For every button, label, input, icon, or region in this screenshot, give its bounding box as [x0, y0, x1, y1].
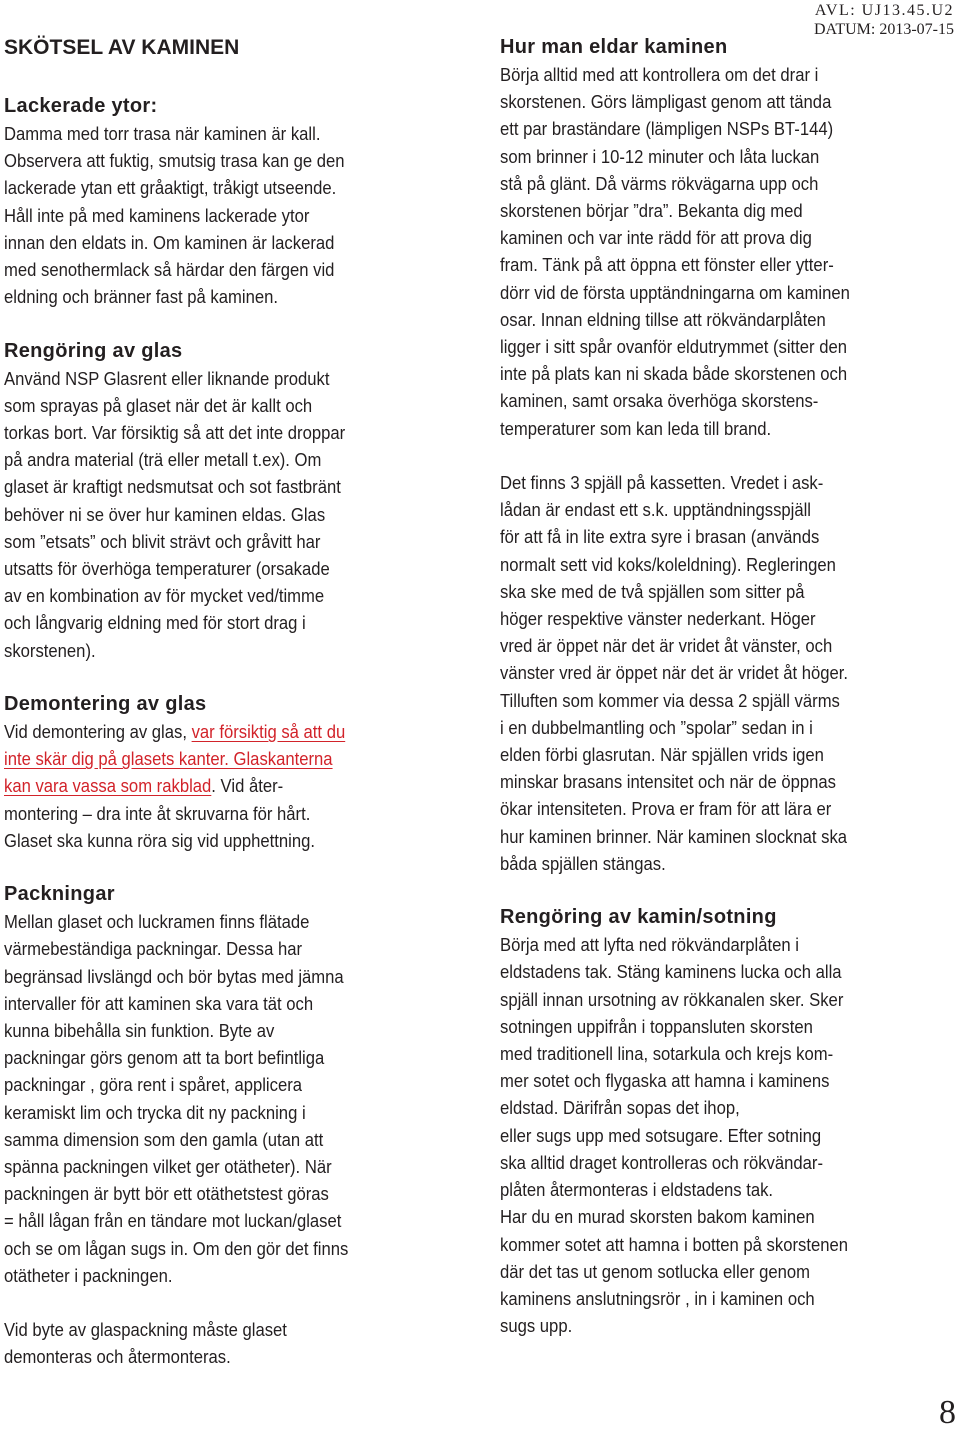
section-body: Mellan glaset och luckramen finns flätade värmebeständiga packningar. Dessa har begränsad livslängd och bör bytas med jämna intervaller för att kaminen ska vara tät och kunna bibehålla sin funktion. Byte av packningar görs genom att ta bort befintliga packningar , göra rent i spåret, applicera keramiskt lim och trycka dit ny packning i samma dimension som den gamla (utan att spänna packningen vilket ger otätheter). När packningen är bytt bör ett otäthetstest göras = håll lågan från en tändare mot luckan/glaset och se om lågan sugs in. Om den gör det finns otätheter i packningen.	[4, 911, 349, 1286]
body-rest: . Vid åter- montering – dra inte åt skruvarna för hårt. Glaset ska kunna röra sig vid upphettning.	[4, 775, 315, 851]
section-body: Använd NSP Glasrent eller liknande produkt som sprayas på glaset när det är kallt och torkas bort. Var försiktig så att det inte droppar på andra material (trä eller metall t.ex). Om glaset är kraftigt nedsmutsat och sot fastbränt behöver ni se över hur kaminen eldas. Glas som ”etsats” och blivit strävt och gråvitt har utsatts för överhöga temperaturer (orsakade av en kombination av för mycket ved/timme och långvarig eldning med för stort drag i skorstenen).	[4, 367, 346, 661]
safety-warning: var försiktig så att du inte skär dig på glasets kanter. Glaskanterna kan vara vassa som rakblad	[4, 721, 346, 797]
avl-code: AVL: UJ13.45.U2	[814, 2, 954, 19]
section-body: Börja med att lyfta ned rökvändarplåten i eldstadens tak. Stäng kaminens lucka och alla spjäll innan ursotning av rökkanalen sker. Sker sotningen uppifrån i toppansluten skorsten med traditionell lina, sotarkula och krejs kom- mer sotet och flygaska att hamna i kaminens eldstad. Därifrån sopas det ihop, eller sugs upp med sotsugare. Efter sotning ska alltid draget kontrolleras och rökvändar- plåten återmonteras i eldstadens tak. Har du en murad skorsten bakom kaminen kommer sotet att hamna i botten på skorstenen där det tas ut genom sotlucka eller genom kaminens anslutningsrör , in i kaminen och sugs upp.	[500, 934, 848, 1337]
section-hur-man-eldar	[500, 34, 955, 877]
page-title: SKÖTSEL AV KAMINEN	[4, 36, 240, 59]
section-heading: Demontering av glas	[4, 693, 207, 716]
section-heading: Packningar	[4, 883, 115, 906]
page-number: 8	[939, 1394, 956, 1431]
section-demontering-av-glas	[4, 691, 474, 854]
section-body-spjall: Det finns 3 spjäll på kassetten. Vredet i ask- lådan är endast ett s.k. upptändningsspjäll för att få in lite extra syre i brasan (används normalt sett vid koks/koleldning). Regleringen ska ske med de två spjällen som sitter på höger respektive vänster nederkant. Höger vred är öppet när det är vridet åt vänster, och vänster vred är öppet när det är vridet åt höger. Tilluften som kommer via dessa 2 spjäll värms i en dubbelmantling och ”spolar” sedan in i elden förbi glasrutan. När spjällen vrids igen minskar brasans intensitet och när de öppnas ökar intensiteten. Prova er fram för att lära er hur kaminen brinner. När kaminen slocknat ska båda spjällen stängas.	[500, 472, 849, 874]
section-body: Börja alltid med att kontrollera om det drar i skorstenen. Görs lämpligast genom att tända ett par braständare (lämpligen NSPs BT-144) som brinner i 10-12 minuter och låta luckan stå på glänt. Då värms rökvägarna upp och skorstenen börjar ”dra”. Bekanta dig med kaminen och var inte rädd för att prova dig fram. Tänk på att öppna ett fönster eller ytter- dörr vid de första upptändningarna om kaminen osar. Innan eldning tillse att rökvändarplåten ligger i sitt spår ovanför eldutrymmet (sitter den inte på plats kan ni skada både skorstenen och kaminen, samt orsaka överhöga skorstens- temperaturer som kan leda till brand.	[500, 64, 850, 439]
section-heading: Rengöring av kamin/sotning	[500, 906, 777, 929]
section-body: Damma med torr trasa när kaminen är kall. Observera att fuktig, smutsig trasa kan ge den lackerade ytan ett gråaktigt, tråkigt utseende. Håll inte på med kaminens lackerade ytor innan den eldats in. Om kaminen är lackerad med senothermlack så härdar den färgen vid eldning och bränner fast på kaminen.	[4, 123, 345, 308]
section-rengoring-av-glas	[4, 338, 474, 664]
section-packningar	[4, 881, 474, 1370]
section-rengoring-sotning	[500, 904, 955, 1339]
section-heading: Hur man eldar kaminen	[500, 36, 728, 58]
body-intro: Vid demontering av glas,	[4, 721, 192, 743]
left-column	[4, 34, 474, 1371]
document-date: DATUM: 2013-07-15	[814, 21, 954, 38]
section-lackerade-ytor	[4, 93, 474, 310]
right-column	[500, 34, 955, 1339]
section-heading: Lackerade ytor:	[4, 95, 158, 117]
section-body	[4, 718, 427, 854]
section-note: Vid byte av glaspackning måste glaset demonteras och återmonteras.	[4, 1319, 287, 1368]
section-heading: Rengöring av glas	[4, 339, 183, 362]
